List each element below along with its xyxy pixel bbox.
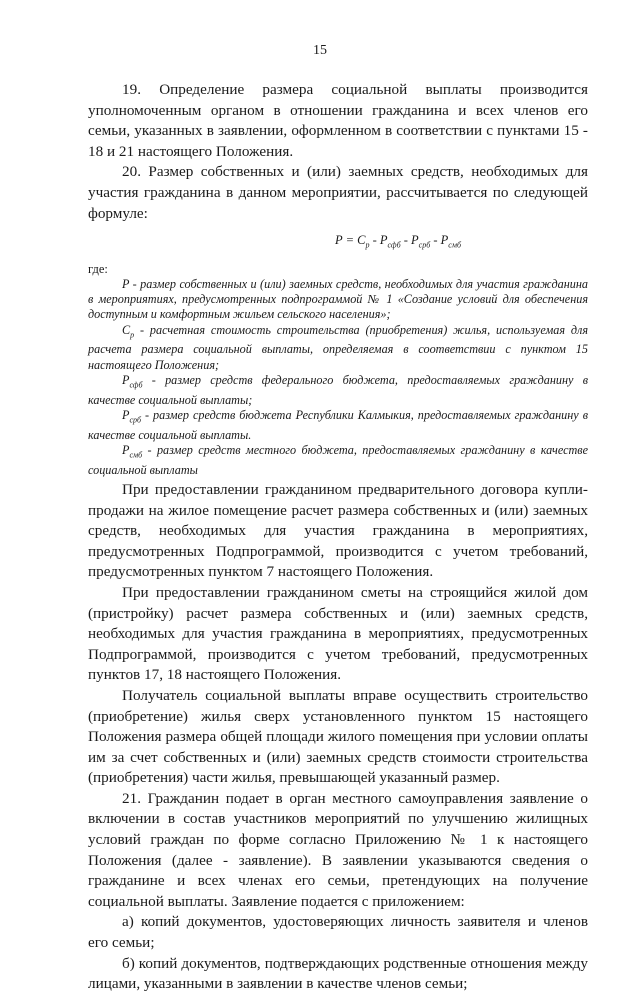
paragraph-19: 19. Определение размера социальной выплаты производится уполномоченным органом в отношении гражданина и всех членов его семьи, указанных в заявлении, оформленном в соответствии с пунктами 15 - 18 и 21 настоящего Положения.: [88, 81, 588, 160]
formula-symbol-psfb: P: [379, 233, 388, 248]
list-item-b: б) копий документов, подтверждающих родственные отношения между лицами, указанными в заявлении в качестве членов семьи;: [88, 954, 588, 993]
definition-psmb-text: - размер средств местного бюджета, предоставляемых гражданину в качестве социальной выплаты: [88, 442, 588, 477]
definition-psfb-text: - размер средств федерального бюджета, предоставляемых гражданину в качестве социальной выплаты;: [88, 372, 588, 407]
definition-psfb-sub: сфб: [129, 380, 143, 390]
formula-minus: -: [369, 233, 380, 248]
definition-psfb: [88, 373, 588, 408]
definition-p: P - размер собственных и (или) заемных средств, необходимых для участия гражданина в мероприятиях, предусмотренных подпрограммой № 1 «Создание условий для обеспечения доступным и комфортным жильем сельского населения»;: [88, 276, 588, 322]
paragraph-20: 20. Размер собственных и (или) заемных средств, необходимых для участия гражданина в данном мероприятии, рассчитывается по следующей формуле:: [88, 163, 588, 222]
definition-cp-symbol: C: [122, 322, 131, 337]
paragraph-estimate: При предоставлении гражданином сметы на строящийся жилой дом (пристройку) расчет размера собственных и (или) заемных средств, необходимых для участия гражданина в мероприятиях, предусмотренных Подпрограммой, производится с учетом требований, предусмотренных пунктов 17, 18 настоящего Положения.: [88, 583, 588, 684]
definition-psrb-symbol: P: [122, 407, 130, 422]
paragraph-contract: При предоставлении гражданином предварительного договора купли-продажи на жилое помещение расчет размера собственных и (или) заемных средств, необходимых для участия гражданина в мероприятиях, предусмотренных Подпрограммой, производится с учетом требований, предусмотренных пунктом 7 настоящего Положения.: [88, 480, 588, 581]
definition-psrb-sub: срб: [129, 415, 142, 425]
definition-cp-sub: р: [130, 329, 135, 339]
definition-psmb: [88, 443, 588, 478]
definition-cp-text: - расчетная стоимость строительства (приобретения) жилья, используемая для расчета размера социальной выплаты, определяемая в соответствии с пунктом 15 настоящего Положения;: [88, 322, 588, 372]
formula-symbol-psmb: P: [440, 233, 449, 248]
formula-symbol-psrb: P: [411, 233, 419, 248]
formula-minus: -: [430, 233, 441, 248]
page-number: 15: [313, 43, 327, 58]
where-label: где:: [88, 261, 108, 276]
formula-symbol-p: P: [335, 233, 343, 248]
paragraph-21: 21. Гражданин подает в орган местного самоуправления заявление о включении в состав участников мероприятий по улучшению жилищных условий граждан по форме согласно Приложению № 1 к настоящего Положения (далее - заявление). В заявлении указываются сведения о гражданине и всех членах его семьи, претендующих на получение социальной выплаты. Заявление подается с приложением:: [88, 789, 588, 910]
definition-psrb: [88, 408, 588, 443]
formula-equals: =: [342, 233, 358, 248]
definition-psmb-sub: смб: [129, 450, 143, 460]
formula-sub-smb: смб: [448, 240, 461, 250]
formula-sub-srb: срб: [418, 240, 431, 250]
list-item-a: а) копий документов, удостоверяющих личность заявителя и членов его семьи;: [88, 913, 588, 952]
formula-sub-r: р: [365, 240, 370, 250]
definition-psfb-symbol: P: [122, 372, 130, 387]
definition-psmb-symbol: P: [122, 442, 130, 457]
formula-minus: -: [400, 233, 412, 248]
definition-psrb-text: - размер средств бюджета Республики Калмыкия, предоставляемых гражданину в качестве социальной выплаты.: [88, 407, 588, 442]
formula-sub-sfb: сфб: [387, 240, 401, 250]
formula-symbol-c: C: [357, 233, 366, 248]
formula: [88, 230, 588, 256]
paragraph-recipient: Получатель социальной выплаты вправе осуществить строительство (приобретение) жилья сверх установленного пунктом 15 настоящего Положения размера общей площади жилого помещения при условии оплаты им за счет собственных и (или) заемных средств стоимости строительства (приобретения) части жилья, превышающей указанный размер.: [88, 686, 588, 787]
document-body: [88, 80, 588, 995]
definition-cp: [88, 323, 588, 373]
